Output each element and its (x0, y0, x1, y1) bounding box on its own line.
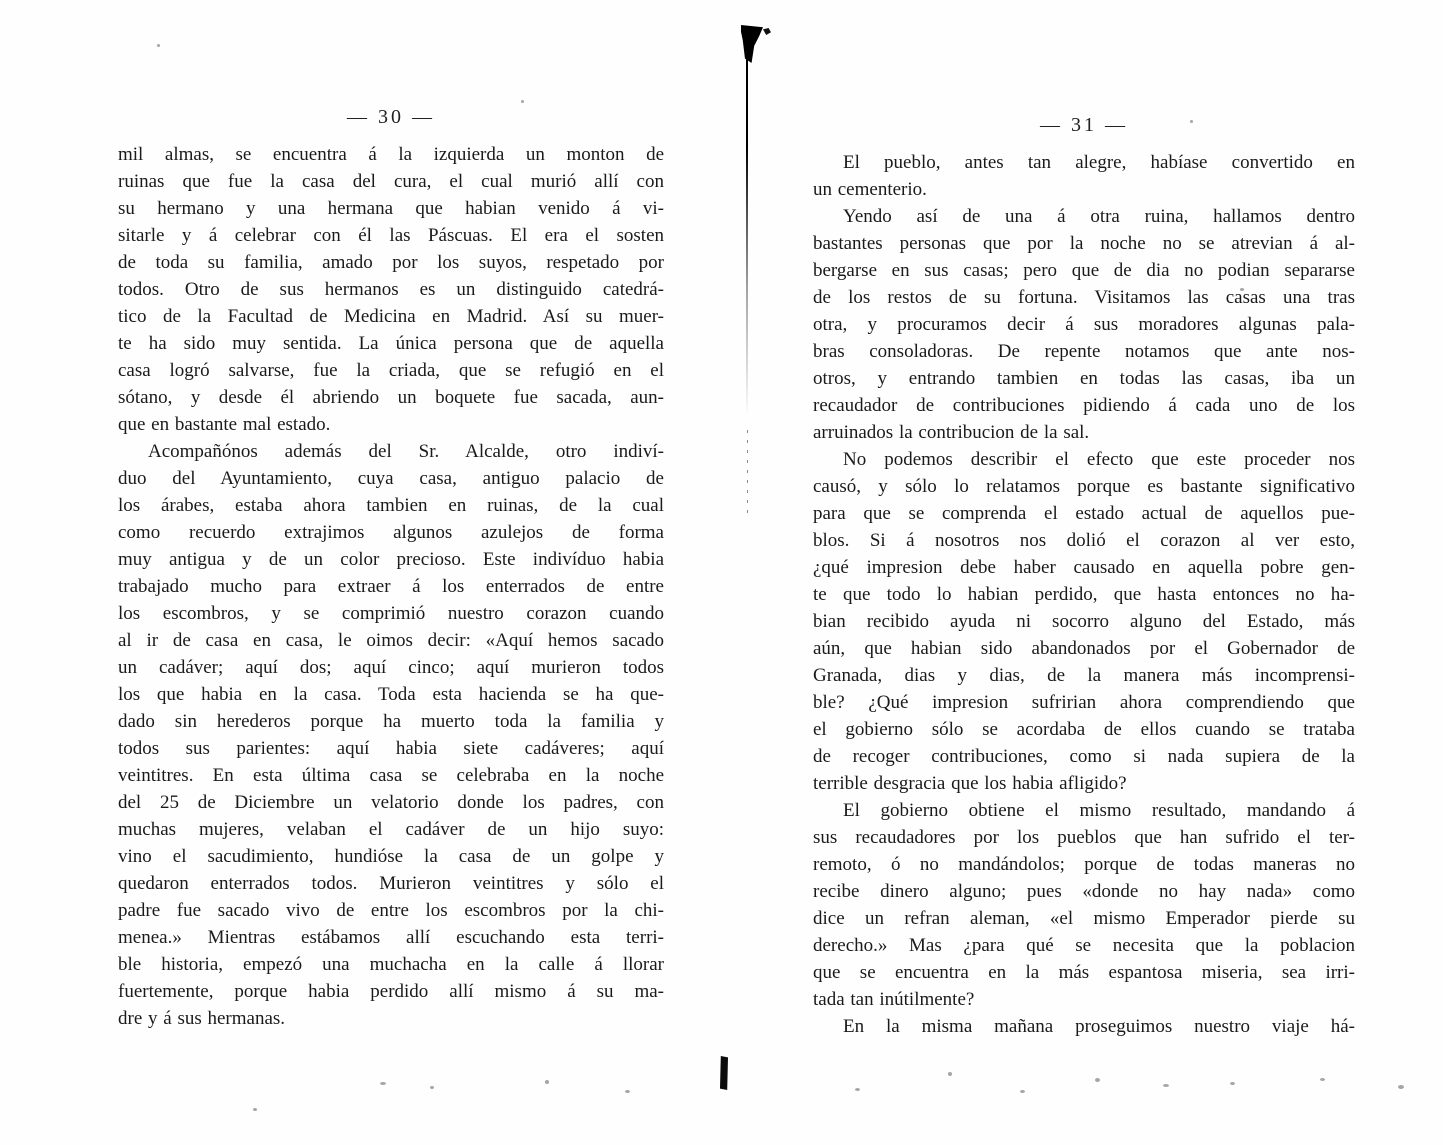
scan-speck (1020, 1090, 1025, 1093)
text-line: el gobierno sólo se acordaba de ellos cuando se trataba (813, 719, 1355, 740)
text-line: los árabes, estaba ahora tambien en ruinas, de la cual (118, 495, 664, 516)
text-line: sótano, y desde él abriendo un boquete fue sacada, aun- (118, 387, 664, 408)
scan-speck (1163, 1084, 1169, 1087)
text-line: remoto, ó no mandándolos; porque de todas maneras no (813, 854, 1355, 875)
binding-crease-line (746, 58, 748, 418)
text-line: ble? ¿Qué impresion sufririan ahora comprendiendo que (813, 692, 1355, 713)
scan-speck (380, 1082, 386, 1085)
scan-speck (545, 1080, 549, 1084)
scan-speck (253, 1108, 257, 1111)
text-line: padre fue sacado vivo de entre los escombros por la chi- (118, 900, 664, 921)
text-line: un cadáver; aquí dos; aquí cinco; aquí murieron todos (118, 657, 664, 678)
text-line: un cementerio. (813, 179, 927, 200)
page-number-left: — 30 — (347, 106, 435, 128)
text-line: bergarse en sus casas; pero que de dia no podian separarse (813, 260, 1355, 281)
text-line: bian recibido ayuda ni socorro alguno del Estado, más (813, 611, 1355, 632)
text-line: todos sus parientes: aquí habia siete cadáveres; aquí (118, 738, 664, 759)
text-line: sus recaudadores por los pueblos que han sufrido el ter- (813, 827, 1355, 848)
text-line: No podemos describir el efecto que este proceder nos (843, 449, 1355, 470)
text-line: de toda su familia, amado por los suyos, respetado por (118, 252, 664, 273)
scan-speck (157, 44, 160, 47)
page-30 (118, 104, 664, 1032)
text-line: vino el sacudimiento, hundióse la casa de un golpe y (118, 846, 664, 867)
text-line: arruinados la contribucion de la sal. (813, 422, 1090, 443)
text-line: de recoger contribuciones, como si nada supiera de la (813, 746, 1355, 767)
binding-mark-top (741, 25, 763, 63)
text-line: menea.» Mientras estábamos allí escuchando esta terri- (118, 927, 664, 948)
text-line: su hermano y una hermana que habian venido á vi- (118, 198, 664, 219)
page-31 (813, 112, 1355, 1040)
text-line: bastantes personas que por la noche no se atrevian á al- (813, 233, 1355, 254)
text-line: muchas mujeres, velaban el cadáver de un hijo suyo: (118, 819, 664, 840)
text-line: quedaron enterrados todos. Murieron veintitres y sólo el (118, 873, 664, 894)
text-line: recaudador de contribuciones pidiendo á cada uno de los (813, 395, 1355, 416)
page-number-right: — 31 — (1040, 114, 1128, 136)
text-line: Yendo así de una á otra ruina, hallamos dentro (843, 206, 1355, 227)
text-line: duo del Ayuntamiento, cuya casa, antiguo palacio de (118, 468, 664, 489)
text-line: sitarle y á celebrar con él las Páscuas. El era el sosten (118, 225, 664, 246)
scan-speck (1095, 1078, 1100, 1082)
paragraph (813, 446, 1355, 797)
text-line: Acompañónos además del Sr. Alcalde, otro indiví- (148, 441, 664, 462)
scan-speck (1230, 1082, 1235, 1085)
text-line: Granada, dias y dias, de la manera más incomprensi- (813, 665, 1355, 686)
text-line: muy antigua y de un color precioso. Este indivíduo habia (118, 549, 664, 570)
text-line: dado sin herederos porque ha muerto toda la familia y (118, 711, 664, 732)
text-line: derecho.» Mas ¿para qué se necesita que la poblacion (813, 935, 1355, 956)
text-line: los escombros, y se comprimió nuestro corazon cuando (118, 603, 664, 624)
text-line: que se encuentra en la más espantosa miseria, sea irri- (813, 962, 1355, 983)
text-line: de los restos de su fortuna. Visitamos las casas una tras (813, 287, 1355, 308)
binding-mark-bottom (720, 1056, 728, 1090)
scan-speck (430, 1086, 434, 1089)
text-line: El gobierno obtiene el mismo resultado, mandando á (843, 800, 1355, 821)
text-line: todos. Otro de sus hermanos es un distinguido catedrá- (118, 279, 664, 300)
text-line: casa logró salvarse, fue la criada, que se refugió en el (118, 360, 664, 381)
text-line: otros, y entrando tambien en todas las casas, iba un (813, 368, 1355, 389)
scan-speck (625, 1090, 630, 1093)
paragraph (813, 149, 1355, 203)
scan-speck (521, 100, 524, 103)
page-30-text (118, 141, 664, 1032)
paragraph (118, 438, 664, 1032)
page-31-text (813, 149, 1355, 1040)
scan-speck (1320, 1078, 1325, 1081)
text-line: al ir de casa en casa, le oimos decir: «Aquí hemos sacado (118, 630, 664, 651)
scan-speck (855, 1088, 860, 1091)
text-line: aún, que habian sido abandonados por el Gobernador de (813, 638, 1355, 659)
scan-speck (1398, 1085, 1404, 1089)
text-line: dre y á sus hermanas. (118, 1008, 286, 1029)
text-line: tada tan inútilmente? (813, 989, 975, 1010)
text-line: bras consoladoras. De repente notamos que ante nos- (813, 341, 1355, 362)
text-line: te ha sido muy sentida. La única persona que de aquella (118, 333, 664, 354)
text-line: El pueblo, antes tan alegre, habíase convertido en (843, 152, 1355, 173)
text-line: del 25 de Diciembre un velatorio donde los padres, con (118, 792, 664, 813)
text-line: terrible desgracia que los habia afligido? (813, 773, 1127, 794)
binding-crease-dots (747, 430, 748, 520)
text-line: te que todo lo habian perdido, que hasta entonces no ha- (813, 584, 1355, 605)
text-line: dice un refran aleman, «el mismo Emperador pierde su (813, 908, 1355, 929)
text-line: como recuerdo extrajimos algunos azulejos de forma (118, 522, 664, 543)
text-line: ¿qué impresion debe haber causado en aquella pobre gen- (813, 557, 1355, 578)
text-line: tico de la Facultad de Medicina en Madrid. Así su muer- (118, 306, 664, 327)
scan-speck (948, 1072, 952, 1076)
text-line: blos. Si á nosotros nos dolió el corazon al ver esto, (813, 530, 1355, 551)
paragraph (813, 797, 1355, 1013)
paragraph (813, 203, 1355, 446)
text-line: mil almas, se encuentra á la izquierda un monton de (118, 144, 664, 165)
text-line: fuertemente, porque habia perdido allí mismo á su ma- (118, 981, 664, 1002)
text-line: recibe dinero alguno; pues «donde no hay nada» como (813, 881, 1355, 902)
text-line: causó, y sólo lo relatamos porque es bastante significativo (813, 476, 1355, 497)
text-line: para que se comprenda el estado actual de aquellos pue- (813, 503, 1355, 524)
text-line: que en bastante mal estado. (118, 414, 331, 435)
text-line: otra, y procuramos decir á sus moradores algunas pala- (813, 314, 1355, 335)
text-line: ble historia, empezó una muchacha en la calle á llorar (118, 954, 664, 975)
text-line: veintitres. En esta última casa se celebraba en la noche (118, 765, 664, 786)
text-line: trabajado mucho para extraer á los enterrados de entre (118, 576, 664, 597)
binding-mark-top-speck (763, 28, 771, 35)
text-line: ruinas que fue la casa del cura, el cual murió allí con (118, 171, 664, 192)
paragraph (813, 1013, 1355, 1040)
text-line: En la misma mañana proseguimos nuestro viaje há- (843, 1016, 1355, 1037)
paragraph (118, 141, 664, 438)
text-line: los que habia en la casa. Toda esta hacienda se ha que- (118, 684, 664, 705)
